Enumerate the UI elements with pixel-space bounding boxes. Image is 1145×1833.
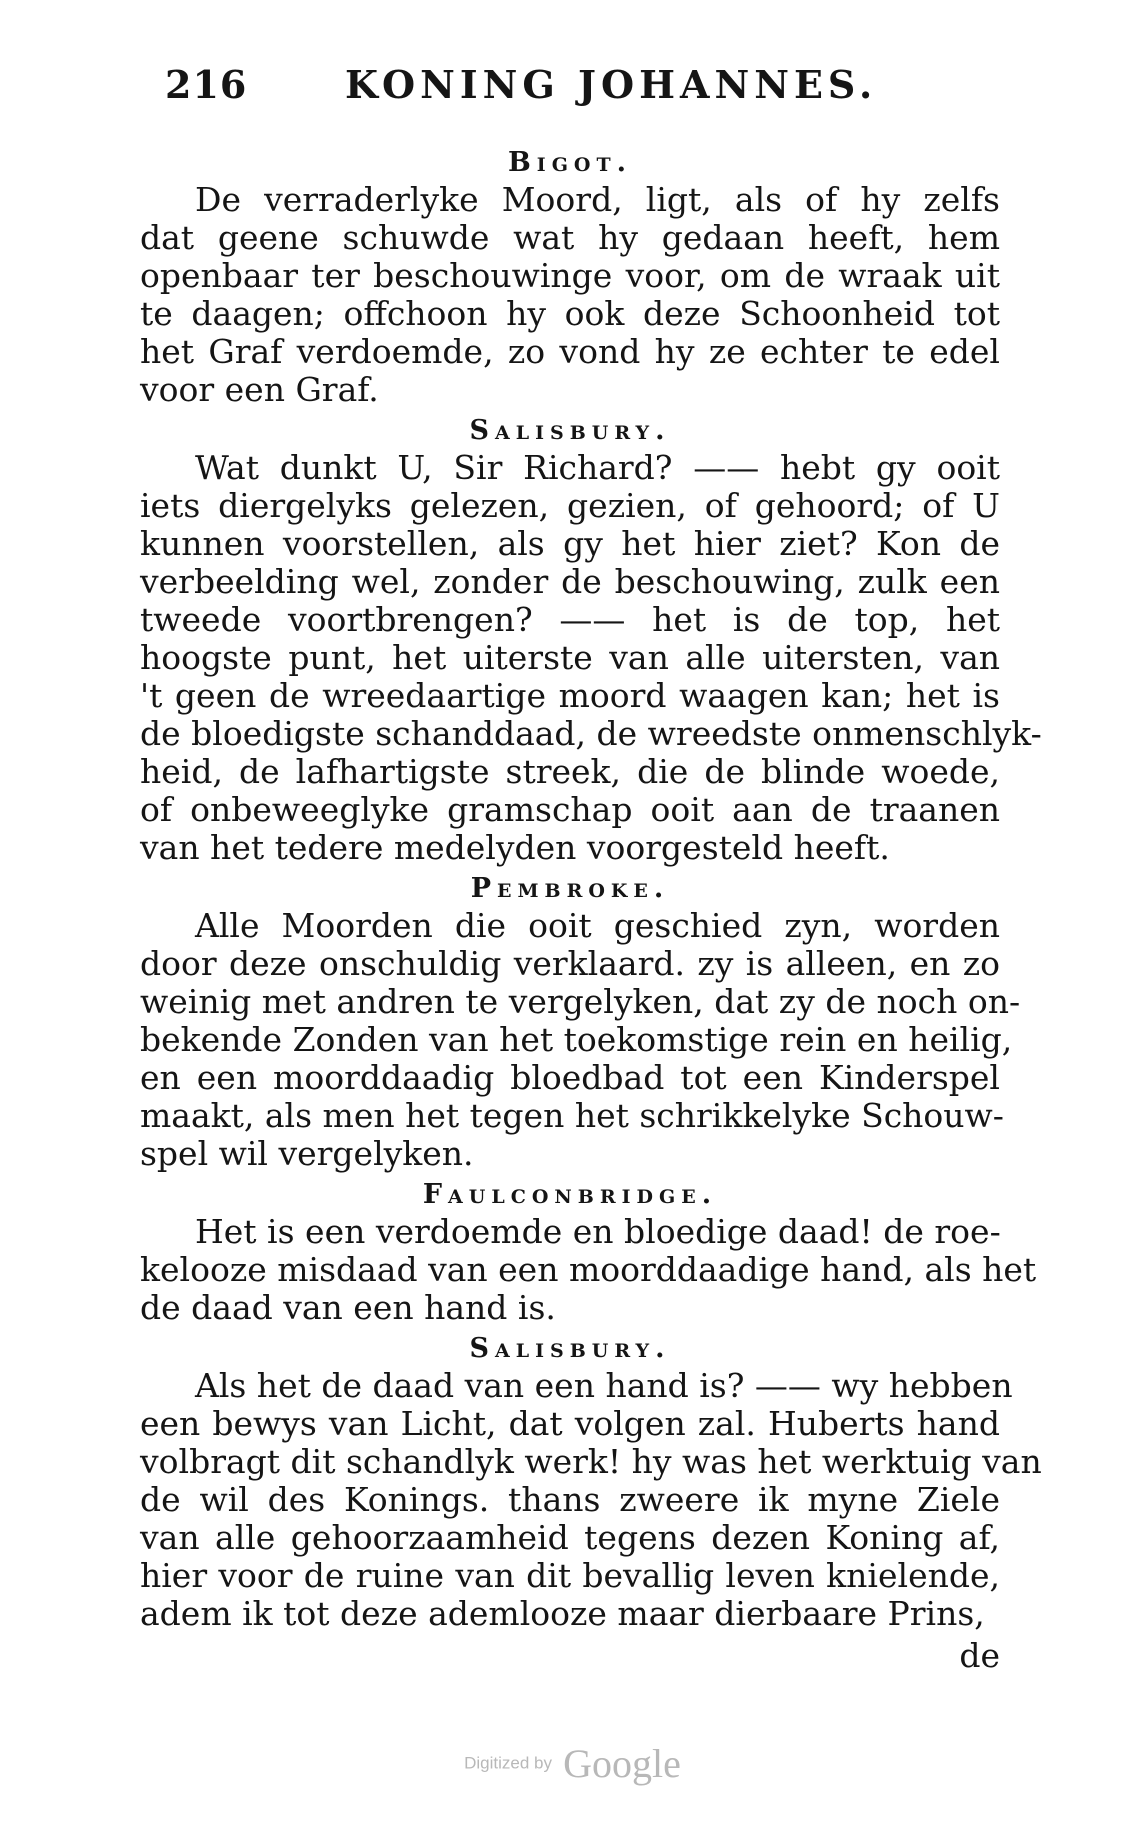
text-line: hier voor de ruine van dit bevallig leven knielende, <box>140 1556 1000 1595</box>
text-line: dat geene schuwde wat hy gedaan heeft, hem <box>140 218 1000 257</box>
text-line: bekende Zonden van het toekomstige rein en heilig, <box>140 1020 1013 1059</box>
google-logo: Google <box>563 1741 681 1786</box>
text-line: hoogste punt, het uiterste van alle uitersten, van <box>140 638 1000 677</box>
text-line: voor een Graf. <box>140 370 379 409</box>
speaker-name: Pembroke. <box>470 873 670 904</box>
text-line: openbaar ter beschouwinge voor, om de wraak uit <box>140 256 1000 295</box>
speech <box>140 145 1000 409</box>
catchword: de <box>959 1636 1000 1675</box>
text-line: Het is een verdoemde en bloedige daad! de roe- <box>195 1212 1001 1251</box>
play-text <box>140 145 1042 1675</box>
digitized-by-label: Digitized by <box>464 1753 552 1773</box>
page-header <box>165 62 925 112</box>
text-line: het Graf verdoemde, zo vond hy ze echter te edel <box>140 332 1000 371</box>
text-line: maakt, als men het tegen het schrikkelyke Schouw- <box>140 1096 1004 1135</box>
text-line: door deze onschuldig verklaard. zy is alleen, en zo <box>140 944 1000 983</box>
text-line: te daagen; offchoon hy ook deze Schoonheid tot <box>140 294 1000 333</box>
text-line: of onbeweeglyke gramschap ooit aan de traanen <box>140 790 1000 829</box>
text-line: iets diergelyks gelezen, gezien, of gehoord; of U <box>140 486 1000 525</box>
text-line: De verraderlyke Moord, ligt, als of hy zelfs <box>195 180 1000 219</box>
running-title: KONING JOHANNES. <box>345 62 878 107</box>
speech <box>140 871 1021 1173</box>
text-line: Alle Moorden die ooit geschied zyn, worden <box>195 906 1000 945</box>
text-line: spel wil vergelyken. <box>140 1134 474 1173</box>
text-line: heid, de lafhartigste streek, die de blinde woede, <box>140 752 1000 791</box>
text-line: een bewys van Licht, dat volgen zal. Huberts hand <box>140 1404 1000 1443</box>
text-line: Als het de daad van een hand is? —— wy hebben <box>195 1366 1013 1405</box>
text-line: weinig met andren te vergelyken, dat zy de noch on- <box>140 982 1021 1021</box>
speaker-name: Faulconbridge. <box>422 1179 718 1210</box>
text-line: de daad van een hand is. <box>140 1288 556 1327</box>
text-line: volbragt dit schandlyk werk! hy was het werktuig van <box>140 1442 1042 1481</box>
text-line: en een moorddaadig bloedbad tot een Kinderspel <box>140 1058 1000 1097</box>
speech <box>140 413 1042 867</box>
text-line: kunnen voorstellen, als gy het hier ziet? Kon de <box>140 524 1000 563</box>
text-line: Wat dunkt U, Sir Richard? —— hebt gy ooit <box>195 448 1000 487</box>
speaker-name: Bigot. <box>507 147 633 178</box>
text-line: van alle gehoorzaamheid tegens dezen Koning af, <box>140 1518 1000 1557</box>
speaker-name: Salisbury. <box>469 415 671 446</box>
text-line: van het tedere medelyden voorgesteld heeft. <box>140 828 890 867</box>
speech <box>140 1177 1037 1327</box>
page-number: 216 <box>165 62 248 107</box>
speech <box>140 1331 1042 1633</box>
text-line: verbeelding wel, zonder de beschouwing, zulk een <box>140 562 1000 601</box>
text-line: de bloedigste schanddaad, de wreedste onmenschlyk- <box>140 714 1042 753</box>
speaker-name: Salisbury. <box>469 1333 671 1364</box>
text-line: kelooze misdaad van een moorddaadige hand, als het <box>140 1250 1037 1289</box>
digitization-footer <box>0 1740 1145 1787</box>
text-line: adem ik tot deze ademlooze maar dierbaare Prins, <box>140 1594 985 1633</box>
text-line: de wil des Konings. thans zweere ik myne Ziele <box>140 1480 1000 1519</box>
text-line: tweede voortbrengen? —— het is de top, het <box>140 600 1000 639</box>
text-line: 't geen de wreedaartige moord waagen kan; het is <box>140 676 1000 715</box>
